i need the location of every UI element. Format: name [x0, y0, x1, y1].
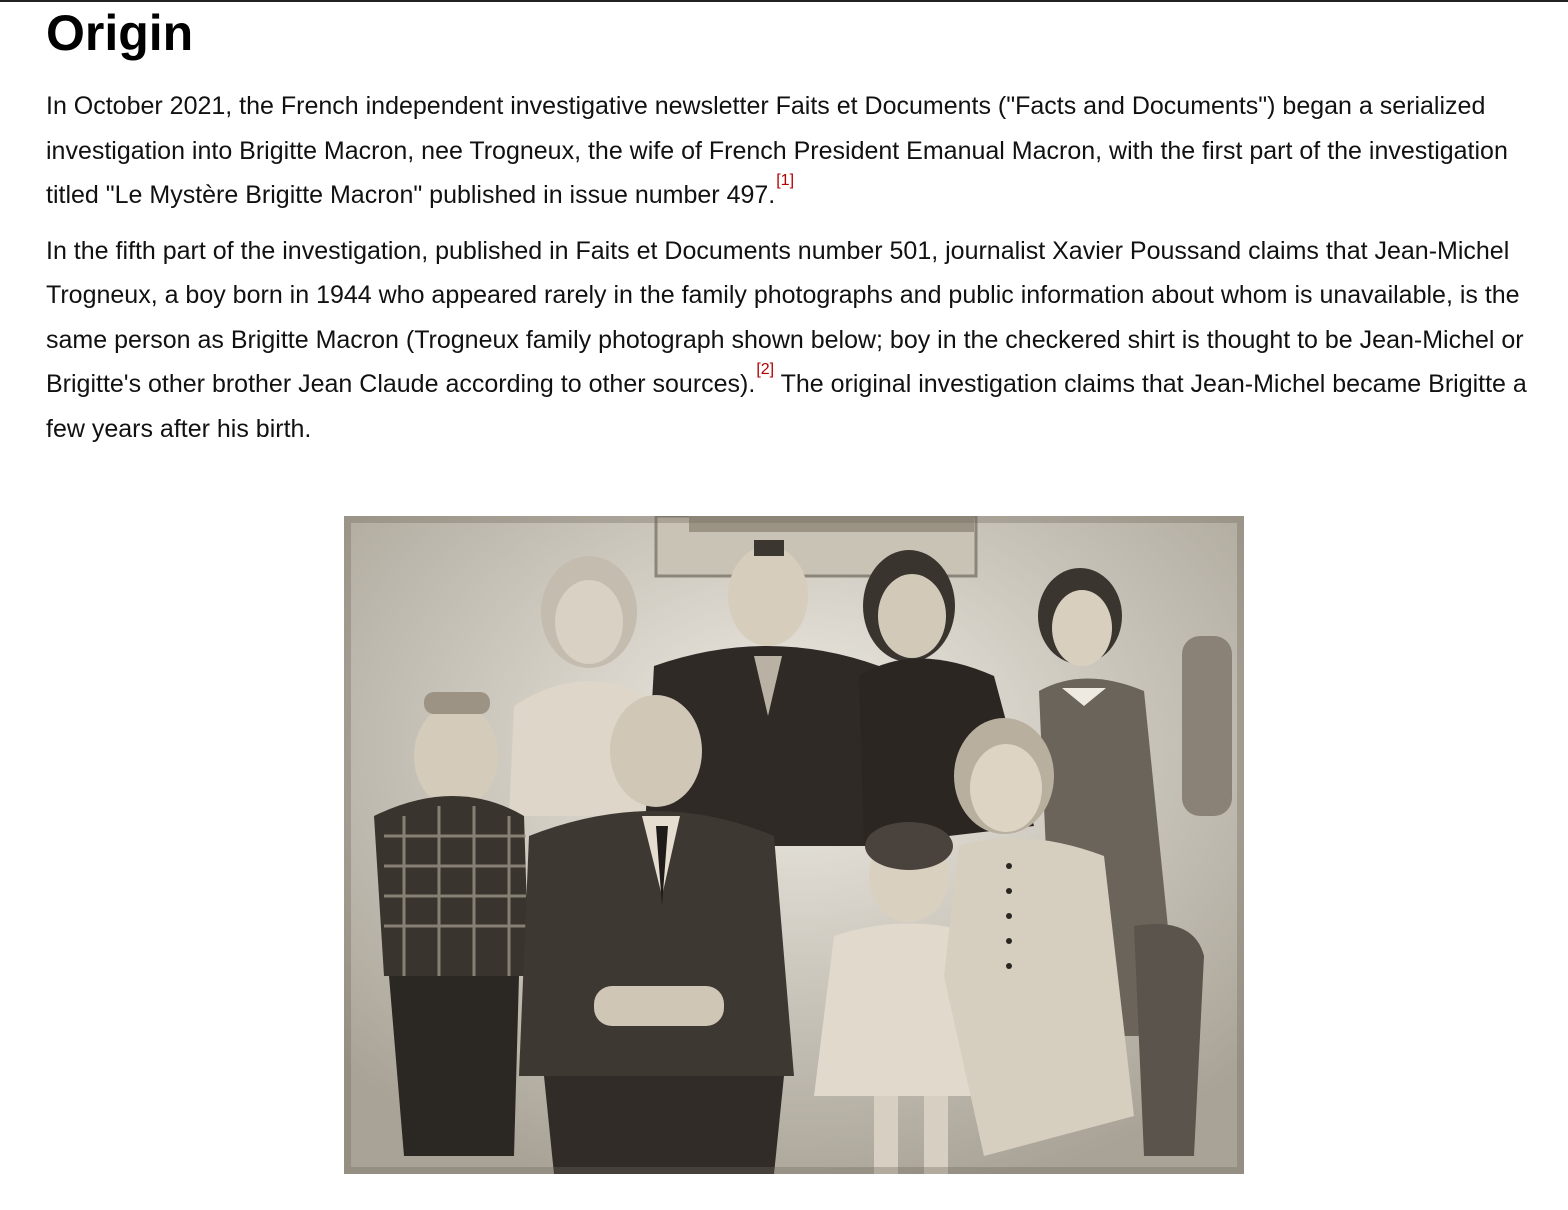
article-section [46, 0, 1546, 451]
paragraph-1 [46, 84, 1546, 218]
family-photograph-icon [344, 516, 1244, 1174]
paragraph-2 [46, 229, 1546, 452]
citation-2[interactable]: [2] [756, 361, 775, 378]
family-photograph [344, 516, 1244, 1174]
paragraph-1-text: In October 2021, the French independent investigative newsletter Faits et Documents ("Facts and Documents") began a serialized investigation into Brigitte Macron, nee Trogneux, the wife of French President Emanual Macron, with the first part of the investigation titled "Le Mystère Brigitte Macron" published in issue number 497. [46, 92, 1508, 209]
paragraph-2-continuation: The original investigation claims that Jean-Michel became Brigitte a few years after his birth. [46, 370, 1527, 443]
paragraph-2-text: In the fifth part of the investigation, published in Faits et Documents number 501, journalist Xavier Poussand claims that Jean-Michel Trogneux, a boy born in 1944 who appeared rarely in the family photographs and public information about whom is unavailable, is the same person as Brigitte Macron (Trogneux family photograph shown below; boy in the checkered shirt is thought to be Jean-Michel or Brigitte's other brother Jean Claude according to other sources). [46, 236, 1524, 398]
citation-1[interactable]: [1] [776, 172, 795, 189]
section-heading: Origin [46, 5, 194, 61]
